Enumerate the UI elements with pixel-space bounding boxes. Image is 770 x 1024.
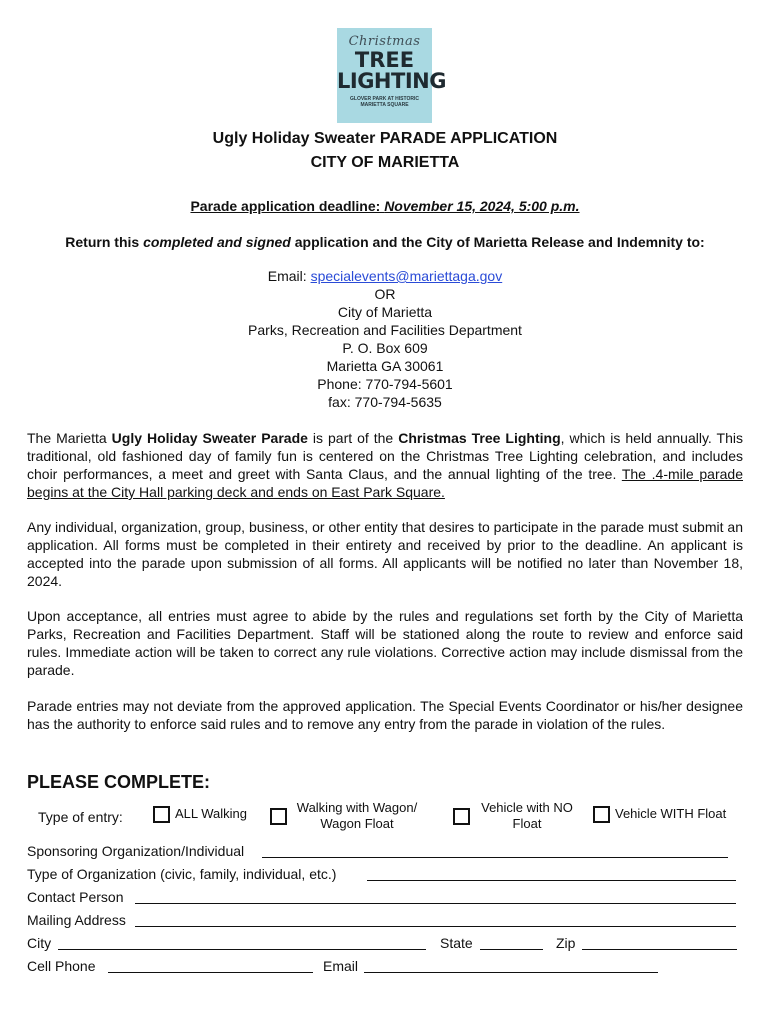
rules-paragraph: Upon acceptance, all entries must agree to abide by the rules and regulations set forth by the City of Marietta Parks, Recreation and Facilities Department. Staff will be stationed along the route to review and enforce said rules. Immediate action will be taken to correct any rule violations. Corrective action may include dismissal from the parade. (27, 608, 743, 678)
return-pre: Return this (65, 234, 144, 250)
or-text: OR (374, 286, 396, 302)
email-link[interactable]: specialevents@mariettaga.gov (310, 268, 503, 284)
checkbox-all-walking[interactable] (153, 806, 170, 823)
zip-label: Zip (556, 935, 576, 951)
page-title: Ugly Holiday Sweater PARADE APPLICATION (212, 130, 558, 147)
checkbox-walking-wagon[interactable] (270, 808, 287, 825)
option-all-walking-label: ALL Walking (175, 806, 248, 821)
mailing-address-label: Mailing Address (27, 912, 126, 928)
christmas-tree-lighting-logo (337, 28, 446, 123)
option-walking-wagon-label (290, 800, 424, 832)
address-line-3: P. O. Box 609 (342, 340, 428, 356)
city-label: City (27, 935, 52, 951)
city-field[interactable] (58, 949, 426, 950)
deviation-paragraph: Parade entries may not deviate from the approved application. The Special Events Coordinator or his/her designee has the authority to enforce said rules and to remove any entry from the parade in violation of the rules. (27, 698, 743, 732)
return-instructions (0, 234, 770, 250)
intro-text-2: is part of the (307, 430, 399, 446)
checkbox-vehicle-no-float[interactable] (453, 808, 470, 825)
state-field[interactable] (480, 949, 543, 950)
cell-phone-field[interactable] (108, 972, 313, 973)
option-vehicle-no-float-line2: Float (512, 816, 542, 831)
option-vehicle-no-float-line1: Vehicle with NO (481, 800, 573, 815)
option-vehicle-no-float-label (474, 800, 580, 832)
return-post: application and the City of Marietta Release and Indemnity to: (290, 234, 705, 250)
mailing-address-field[interactable] (135, 926, 736, 927)
return-emph: completed and signed (143, 234, 291, 250)
intro-bold-1: Ugly Holiday Sweater Parade (111, 430, 308, 446)
intro-underline: The .4-mile parade begins at the City Hall parking deck and ends on East Park Square. (27, 466, 743, 500)
logo-line-1: Christmas (348, 34, 421, 49)
intro-bold-2: Christmas Tree Lighting (398, 430, 561, 446)
email-line (0, 268, 770, 284)
intro-paragraph (27, 429, 743, 501)
sponsor-label: Sponsoring Organization/Individual (27, 843, 245, 859)
eligibility-paragraph: Any individual, organization, group, business, or other entity that desires to participate in the parade must submit an application. All forms must be completed in their entirety and received by prior to the deadline. An applicant is accepted into the parade upon submission of all forms. All applicants will be notified no later than November 18, 2024. (27, 519, 743, 589)
form-heading: PLEASE COMPLETE: (27, 772, 211, 792)
deadline-line (0, 198, 770, 214)
email-label: Email: (267, 268, 311, 284)
phone-line: Phone: 770-794-5601 (317, 376, 453, 392)
logo-line-3: LIGHTING (337, 69, 446, 93)
state-label: State (440, 935, 473, 951)
fax-line: fax: 770-794-5635 (328, 394, 442, 410)
logo-line-4: GLOVER PARK AT HISTORIC MARIETTA SQUARE (350, 96, 419, 108)
deadline-label: Parade application deadline: (190, 198, 385, 214)
page-subtitle: CITY OF MARIETTA (310, 154, 460, 171)
option-vehicle-with-float-label: Vehicle WITH Float (615, 806, 727, 821)
contact-person-label: Contact Person (27, 889, 124, 905)
intro-text-3: , which is held annually. This traditional, old fashioned day of family fun is centered on the Christmas Tree Lighting celebration, and includes choir performances, a meet and greet with Santa Claus, and the annual lighting of the tree. (27, 430, 744, 482)
org-type-label: Type of Organization (civic, family, individual, etc.) (27, 866, 337, 882)
entry-type-label: Type of entry: (38, 809, 123, 825)
deadline-value: November 15, 2024, 5:00 p.m. (384, 198, 580, 214)
org-type-field[interactable] (367, 880, 736, 881)
logo-line-2: TREE (354, 48, 415, 72)
option-walking-wagon-line1: Walking with Wagon/ (296, 800, 418, 815)
option-walking-wagon-line2: Wagon Float (320, 816, 394, 831)
address-line-4: Marietta GA 30061 (326, 358, 444, 374)
email-field[interactable] (364, 972, 658, 973)
cell-phone-label: Cell Phone (27, 958, 96, 974)
contact-person-field[interactable] (135, 903, 736, 904)
zip-field[interactable] (582, 949, 737, 950)
intro-text-1: The Marietta (27, 430, 112, 446)
checkbox-vehicle-with-float[interactable] (593, 806, 610, 823)
address-line-2: Parks, Recreation and Facilities Department (248, 322, 522, 338)
sponsor-field[interactable] (262, 857, 728, 858)
address-line-1: City of Marietta (337, 304, 433, 320)
email-field-label: Email (323, 958, 359, 974)
